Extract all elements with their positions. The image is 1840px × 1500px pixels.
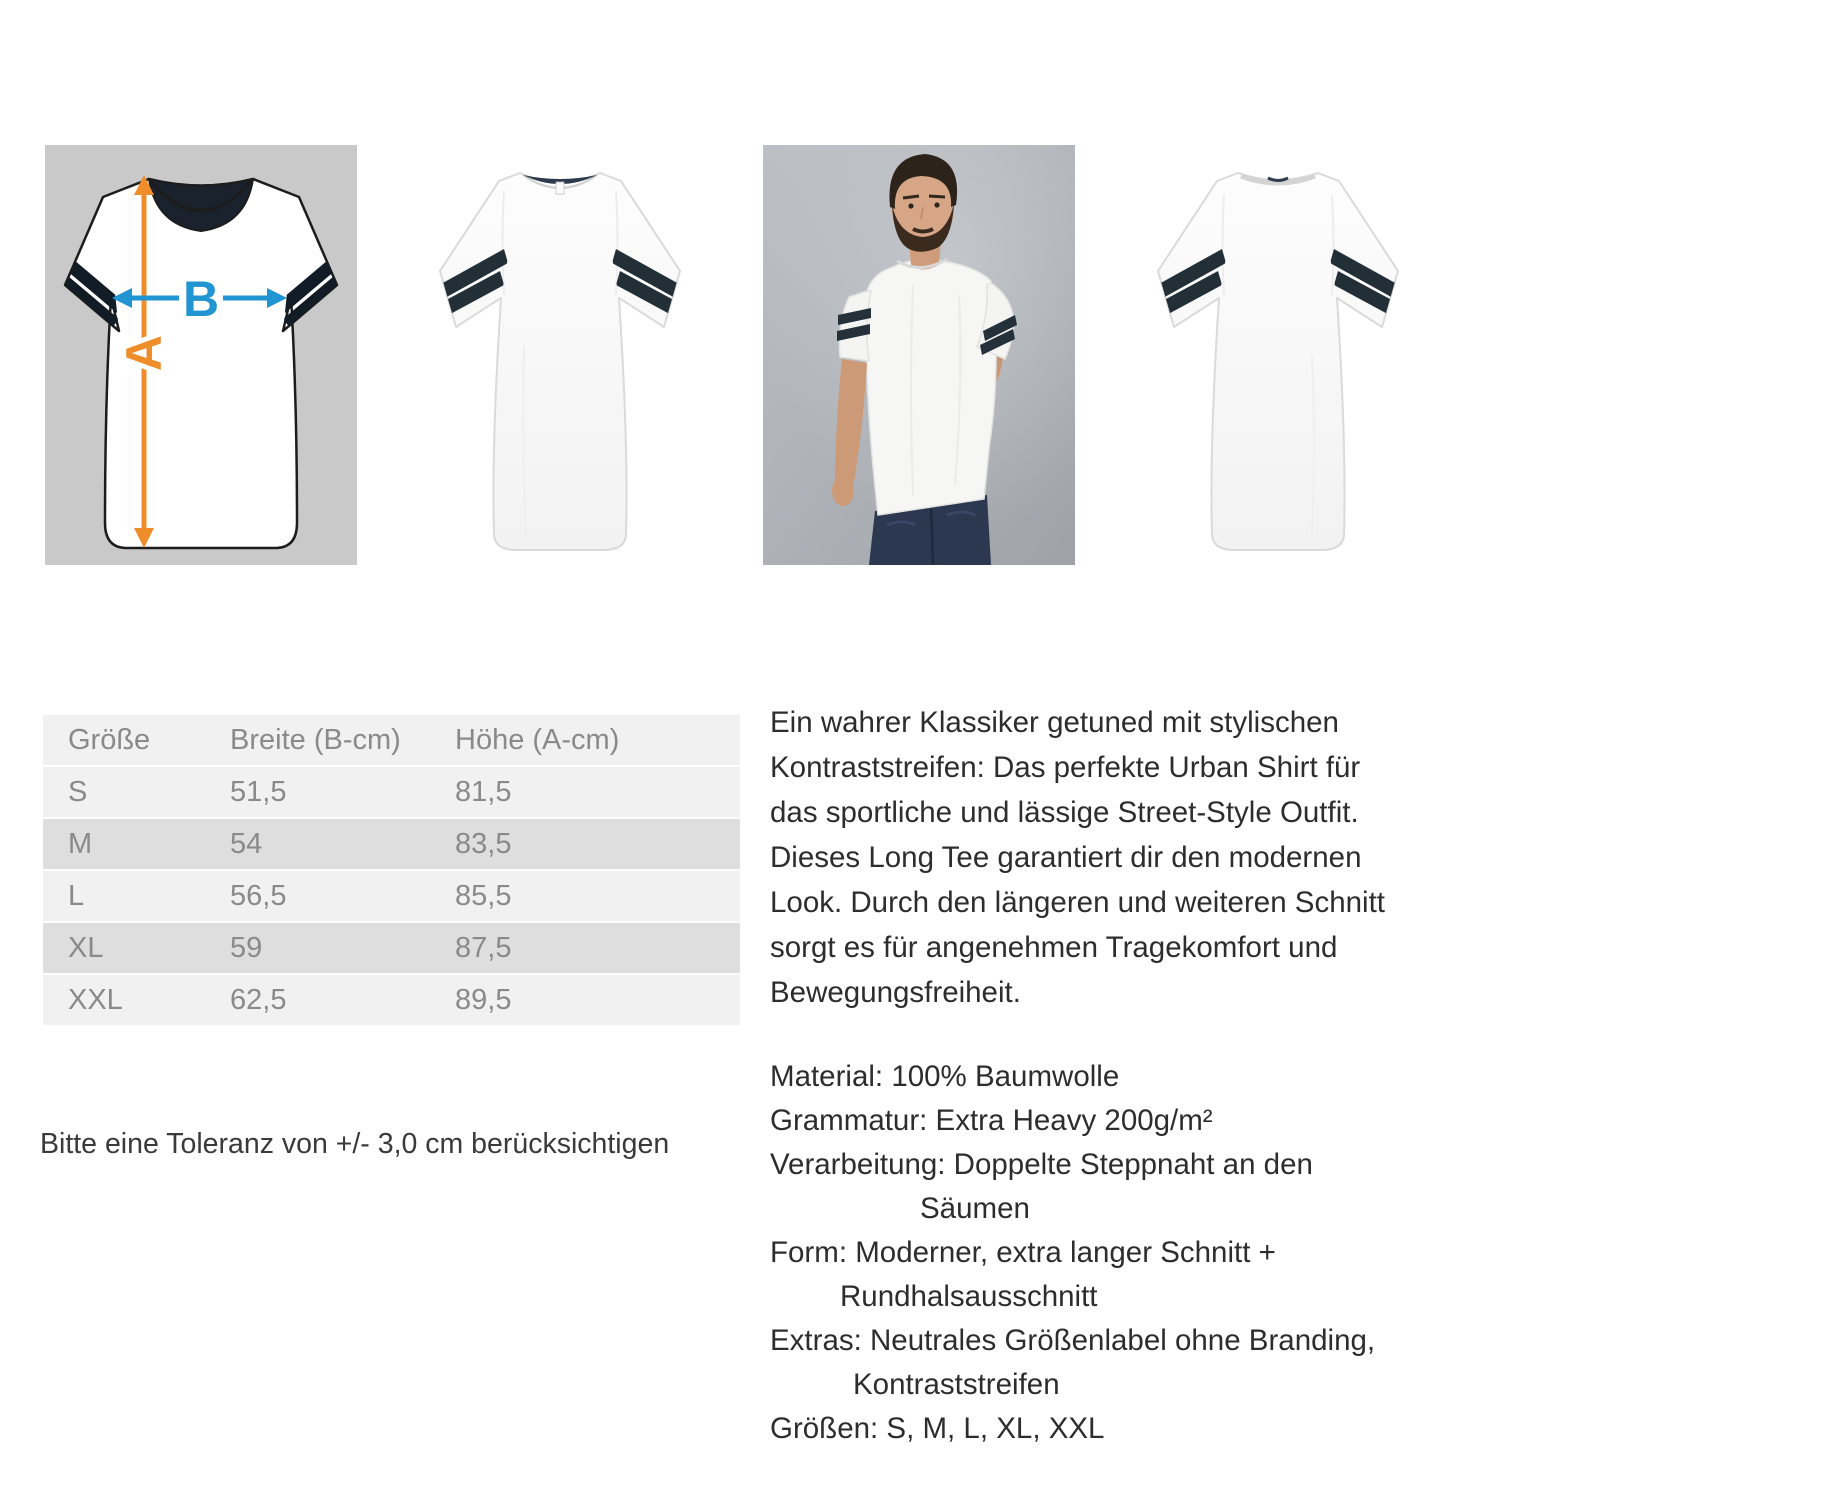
size-diagram-image xyxy=(45,145,357,565)
product-description xyxy=(770,700,1490,1451)
table-row-l xyxy=(43,869,740,921)
description-line: Look. Durch den längeren und weiteren Schnitt xyxy=(770,886,1385,919)
cell-size: M xyxy=(43,817,230,869)
table-row-xxl xyxy=(43,973,740,1025)
cell-width: 62,5 xyxy=(230,973,455,1025)
description-line: Bewegungsfreiheit. xyxy=(770,976,1021,1009)
model-eyebrow xyxy=(903,196,919,198)
shirt-front-graphic xyxy=(404,145,716,565)
cell-height: 87,5 xyxy=(455,921,740,973)
product-image-gallery xyxy=(45,145,1434,565)
model-eye xyxy=(908,203,913,208)
cell-width: 54 xyxy=(230,817,455,869)
shirt-back-graphic xyxy=(1122,145,1434,565)
cell-size: S xyxy=(43,765,230,817)
cell-height: 85,5 xyxy=(455,869,740,921)
neck-label xyxy=(556,182,564,194)
cell-size: XXL xyxy=(43,973,230,1025)
table-row-xl xyxy=(43,921,740,973)
detail-grammatur: Grammatur: Extra Heavy 200g/m² xyxy=(770,1104,1213,1137)
detail-form-cont: Rundhalsausschnitt xyxy=(840,1280,1098,1313)
cell-height: 89,5 xyxy=(455,973,740,1025)
detail-material: Material: 100% Baumwolle xyxy=(770,1060,1120,1093)
column-header-size: Größe xyxy=(68,723,151,756)
size-diagram-graphic xyxy=(45,145,357,565)
detail-verarbeitung-cont: Säumen xyxy=(920,1192,1030,1225)
size-table xyxy=(43,715,740,1025)
table-row-s xyxy=(43,765,740,817)
model-eyebrow xyxy=(929,196,945,197)
shirt-front-image xyxy=(404,145,716,565)
model-eye xyxy=(934,202,939,207)
description-line: Dieses Long Tee garantiert dir den modernen xyxy=(770,841,1362,874)
cell-height: 81,5 xyxy=(455,765,740,817)
tolerance-note: Bitte eine Toleranz von +/- 3,0 cm berücksichtigen xyxy=(40,1128,670,1160)
spacer xyxy=(770,1015,1490,1055)
measure-label-b: B xyxy=(182,271,220,327)
table-row-m xyxy=(43,817,740,869)
shirt-back-image xyxy=(1122,145,1434,565)
model-shirt-torso xyxy=(866,260,996,515)
description-line: sorgt es für angenehmen Tragekomfort und xyxy=(770,931,1338,964)
model-photo-graphic xyxy=(763,145,1075,565)
cell-width: 59 xyxy=(230,921,455,973)
measure-label-a: A xyxy=(116,334,172,372)
detail-extras: Extras: Neutrales Größenlabel ohne Branding, xyxy=(770,1324,1376,1357)
detail-verarbeitung: Verarbeitung: Doppelte Steppnaht an den xyxy=(770,1148,1313,1181)
model-photo-image xyxy=(763,145,1075,565)
column-header-width: Breite (B-cm) xyxy=(230,723,401,756)
size-table-header-row xyxy=(43,715,740,765)
detail-form: Form: Moderner, extra langer Schnitt + xyxy=(770,1236,1276,1269)
cell-height: 83,5 xyxy=(455,817,740,869)
column-header-height: Höhe (A-cm) xyxy=(455,723,620,756)
description-line: Kontraststreifen: Das perfekte Urban Shirt für xyxy=(770,751,1361,784)
detail-groessen: Größen: S, M, L, XL, XXL xyxy=(770,1412,1105,1445)
description-line: das sportliche und lässige Street-Style Outfit. xyxy=(770,796,1359,829)
cell-size: L xyxy=(43,869,230,921)
cell-width: 56,5 xyxy=(230,869,455,921)
description-line: Ein wahrer Klassiker getuned mit stylischen xyxy=(770,706,1339,739)
cell-width: 51,5 xyxy=(230,765,455,817)
detail-extras-cont: Kontraststreifen xyxy=(853,1368,1060,1401)
cell-size: XL xyxy=(43,921,230,973)
